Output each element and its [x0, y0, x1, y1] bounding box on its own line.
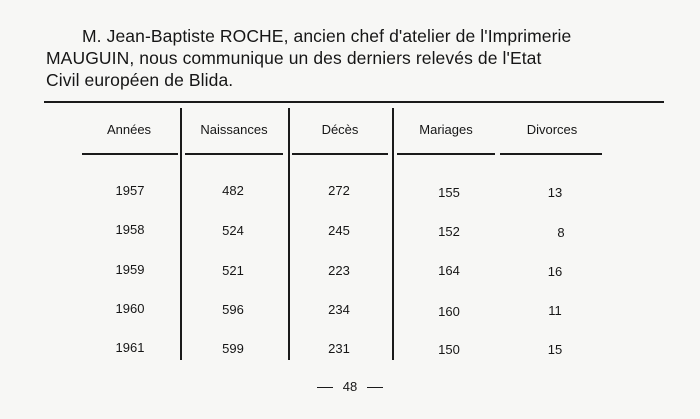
cell-deces: 231	[328, 341, 350, 356]
cell-deces: 234	[328, 302, 350, 317]
cell-mariages: 160	[438, 304, 460, 319]
cell-mariages: 150	[438, 342, 460, 357]
cell-mariages: 152	[438, 224, 460, 239]
page-footer	[0, 379, 700, 394]
cell-deces: 272	[328, 183, 350, 198]
header-naissances: Naissances	[200, 122, 268, 137]
cell-mariages: 164	[438, 263, 460, 278]
header-underline	[292, 153, 388, 155]
footer-dash-left	[317, 387, 333, 389]
column-divider	[392, 108, 394, 360]
cell-naissances: 521	[222, 263, 244, 278]
cell-annee: 1958	[115, 222, 145, 237]
header-underline	[500, 153, 602, 155]
header-underline	[185, 153, 283, 155]
column-divider	[288, 108, 290, 360]
header-deces: Décès	[321, 122, 359, 137]
intro-paragraph	[46, 25, 646, 91]
intro-line-3: Civil européen de Blida.	[46, 70, 234, 90]
table-top-rule	[44, 101, 664, 103]
cell-divorces: 13	[547, 185, 563, 200]
cell-divorces: 8	[557, 225, 565, 240]
cell-naissances: 596	[222, 302, 244, 317]
cell-divorces: 15	[547, 342, 563, 357]
column-divider	[180, 108, 182, 360]
cell-annee: 1960	[115, 301, 145, 316]
header-mariages: Mariages	[419, 122, 473, 137]
cell-naissances: 482	[222, 183, 244, 198]
cell-deces: 223	[328, 263, 350, 278]
header-annees: Années	[106, 122, 152, 137]
header-underline	[82, 153, 178, 155]
cell-divorces: 11	[548, 303, 562, 318]
intro-line-2: MAUGUIN, nous communique un des derniers relevés de l'Etat	[46, 48, 542, 68]
page-number: 48	[342, 379, 358, 394]
cell-naissances: 524	[222, 223, 244, 238]
header-underline	[397, 153, 495, 155]
cell-annee: 1959	[115, 262, 145, 277]
cell-annee: 1957	[115, 183, 145, 198]
cell-naissances: 599	[222, 341, 244, 356]
cell-mariages: 155	[438, 185, 460, 200]
cell-deces: 245	[328, 223, 350, 238]
cell-divorces: 16	[547, 264, 563, 279]
header-divorces: Divorces	[526, 122, 578, 137]
intro-line-1: M. Jean-Baptiste ROCHE, ancien chef d'atelier de l'Imprimerie	[82, 26, 572, 46]
cell-annee: 1961	[115, 340, 145, 355]
footer-dash-right	[367, 387, 383, 389]
